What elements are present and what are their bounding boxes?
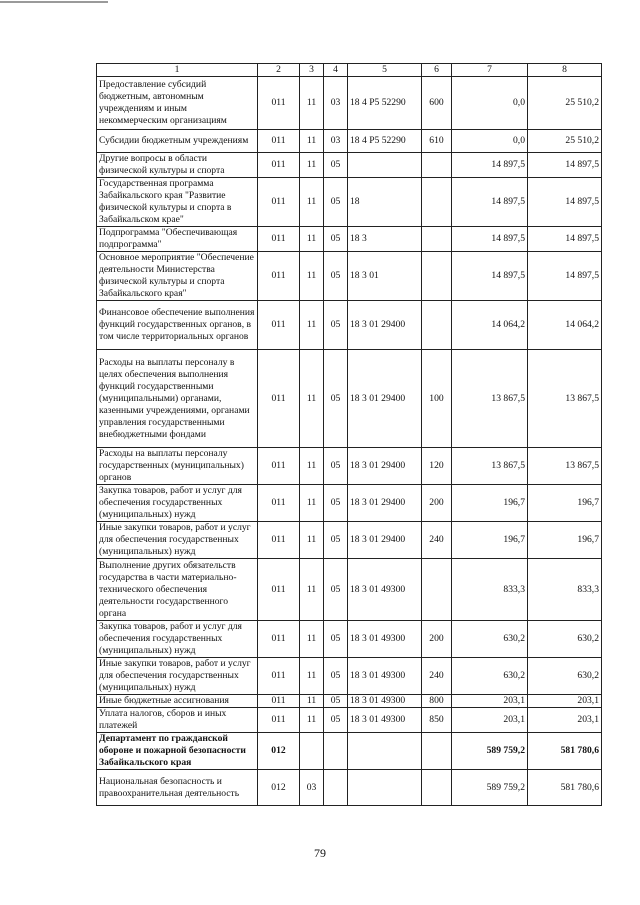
amount-col8-cell: 13 867,5: [528, 350, 602, 448]
header-cell: 6: [422, 64, 452, 77]
section-code-cell: 11: [300, 708, 324, 733]
table-row: [97, 559, 602, 621]
amount-col7-cell: 196,7: [452, 522, 528, 559]
target-article-cell: 18 3 01 29400: [348, 350, 422, 448]
amount-col7-cell: 630,2: [452, 621, 528, 658]
header-row: [97, 64, 602, 77]
section-code-cell: 11: [300, 522, 324, 559]
section-code-cell: 11: [300, 130, 324, 153]
row-name-cell: Расходы на выплаты персоналу в целях обеспечения выполнения функций государственными (муниципальными) органами, казенными учреждениями, органами управления государственными внебюджетными фондами: [97, 350, 258, 448]
subsection-code-cell: 05: [324, 695, 348, 708]
target-article-cell: 18 3 01 49300: [348, 621, 422, 658]
amount-col8-cell: 14 064,2: [528, 301, 602, 350]
row-name-cell: Подпрограмма "Обеспечивающая подпрограмма": [97, 227, 258, 252]
amount-col8-cell: 630,2: [528, 621, 602, 658]
subsection-code-cell: 05: [324, 448, 348, 485]
amount-col8-cell: 13 867,5: [528, 448, 602, 485]
amount-col8-cell: 25 510,2: [528, 77, 602, 130]
header-cell: 7: [452, 64, 528, 77]
subsection-code-cell: 05: [324, 153, 348, 178]
section-code-cell: 11: [300, 153, 324, 178]
section-code-cell: 11: [300, 485, 324, 522]
admin-code-cell: 011: [258, 708, 300, 733]
subsection-code-cell: 05: [324, 559, 348, 621]
amount-col7-cell: 14 897,5: [452, 252, 528, 301]
admin-code-cell: 011: [258, 621, 300, 658]
section-code-cell: 11: [300, 621, 324, 658]
row-name-cell: Иные закупки товаров, работ и услуг для обеспечения государственных (муниципальных) нужд: [97, 658, 258, 695]
amount-col7-cell: 589 759,2: [452, 733, 528, 770]
row-name-cell: Департамент по гражданской обороне и пожарной безопасности Забайкальского края: [97, 733, 258, 770]
amount-col7-cell: 14 897,5: [452, 227, 528, 252]
admin-code-cell: 011: [258, 658, 300, 695]
table-row: [97, 252, 602, 301]
expense-type-cell: [422, 227, 452, 252]
table-row: [97, 708, 602, 733]
table-row: [97, 621, 602, 658]
amount-col7-cell: 14 064,2: [452, 301, 528, 350]
subsection-code-cell: 05: [324, 708, 348, 733]
amount-col8-cell: 203,1: [528, 708, 602, 733]
target-article-cell: 18 4 P5 52290: [348, 77, 422, 130]
subsection-code-cell: 03: [324, 77, 348, 130]
expense-type-cell: [422, 301, 452, 350]
target-article-cell: [348, 770, 422, 806]
admin-code-cell: 011: [258, 559, 300, 621]
section-code-cell: 11: [300, 301, 324, 350]
amount-col8-cell: 14 897,5: [528, 178, 602, 227]
admin-code-cell: 011: [258, 350, 300, 448]
target-article-cell: [348, 153, 422, 178]
header-cell: 8: [528, 64, 602, 77]
admin-code-cell: 011: [258, 522, 300, 559]
row-name-cell: Уплата налогов, сборов и иных платежей: [97, 708, 258, 733]
admin-code-cell: 011: [258, 153, 300, 178]
target-article-cell: 18 3 01 29400: [348, 448, 422, 485]
header-cell: 3: [300, 64, 324, 77]
subsection-code-cell: 05: [324, 178, 348, 227]
target-article-cell: 18 3 01: [348, 252, 422, 301]
target-article-cell: 18 3 01 29400: [348, 522, 422, 559]
scan-edge-line: [0, 1, 108, 3]
table-row: [97, 695, 602, 708]
admin-code-cell: 011: [258, 130, 300, 153]
admin-code-cell: 011: [258, 227, 300, 252]
table-row: [97, 770, 602, 806]
target-article-cell: 18 3: [348, 227, 422, 252]
section-code-cell: 03: [300, 770, 324, 806]
admin-code-cell: 012: [258, 733, 300, 770]
amount-col8-cell: 14 897,5: [528, 252, 602, 301]
amount-col7-cell: 0,0: [452, 77, 528, 130]
expense-type-cell: 240: [422, 522, 452, 559]
row-name-cell: Субсидии бюджетным учреждениям: [97, 130, 258, 153]
header-cell: 4: [324, 64, 348, 77]
expense-type-cell: 120: [422, 448, 452, 485]
target-article-cell: 18 3 01 29400: [348, 301, 422, 350]
row-name-cell: Государственная программа Забайкальского края "Развитие физической культуры и спорта в Забайкальском крае": [97, 178, 258, 227]
subsection-code-cell: 05: [324, 621, 348, 658]
target-article-cell: 18 3 01 49300: [348, 708, 422, 733]
amount-col7-cell: 0,0: [452, 130, 528, 153]
row-name-cell: Иные закупки товаров, работ и услуг для обеспечения государственных (муниципальных) нужд: [97, 522, 258, 559]
expense-type-cell: 100: [422, 350, 452, 448]
budget-table: [96, 63, 602, 806]
target-article-cell: 18 3 01 29400: [348, 485, 422, 522]
amount-col8-cell: 25 510,2: [528, 130, 602, 153]
row-name-cell: Иные бюджетные ассигнования: [97, 695, 258, 708]
table-row: [97, 350, 602, 448]
expense-type-cell: 610: [422, 130, 452, 153]
expense-type-cell: [422, 153, 452, 178]
header-cell: 5: [348, 64, 422, 77]
amount-col8-cell: 630,2: [528, 658, 602, 695]
table-row: [97, 448, 602, 485]
row-name-cell: Закупка товаров, работ и услуг для обеспечения государственных (муниципальных) нужд: [97, 621, 258, 658]
row-name-cell: Закупка товаров, работ и услуг для обеспечения государственных (муниципальных) нужд: [97, 485, 258, 522]
subsection-code-cell: 05: [324, 485, 348, 522]
table-row: [97, 178, 602, 227]
amount-col7-cell: 196,7: [452, 485, 528, 522]
header-cell: 2: [258, 64, 300, 77]
admin-code-cell: 011: [258, 695, 300, 708]
amount-col8-cell: 196,7: [528, 522, 602, 559]
subsection-code-cell: 05: [324, 227, 348, 252]
section-code-cell: 11: [300, 448, 324, 485]
expense-type-cell: 200: [422, 621, 452, 658]
amount-col8-cell: 203,1: [528, 695, 602, 708]
amount-col8-cell: 14 897,5: [528, 227, 602, 252]
section-code-cell: 11: [300, 252, 324, 301]
target-article-cell: 18 4 P5 52290: [348, 130, 422, 153]
expense-type-cell: 240: [422, 658, 452, 695]
table-row: [97, 485, 602, 522]
row-name-cell: Финансовое обеспечение выполнения функций государственных органов, в том числе территориальных органов: [97, 301, 258, 350]
expense-type-cell: [422, 733, 452, 770]
row-name-cell: Расходы на выплаты персоналу государственных (муниципальных) органов: [97, 448, 258, 485]
amount-col8-cell: 196,7: [528, 485, 602, 522]
subsection-code-cell: [324, 770, 348, 806]
target-article-cell: 18 3 01 49300: [348, 559, 422, 621]
amount-col7-cell: 13 867,5: [452, 448, 528, 485]
expense-type-cell: 600: [422, 77, 452, 130]
row-name-cell: Основное мероприятие "Обеспечение деятельности Министерства физической культуры и спорта Забайкальского края": [97, 252, 258, 301]
subsection-code-cell: 05: [324, 658, 348, 695]
expense-type-cell: 850: [422, 708, 452, 733]
target-article-cell: 18 3 01 49300: [348, 658, 422, 695]
amount-col8-cell: 581 780,6: [528, 770, 602, 806]
admin-code-cell: 012: [258, 770, 300, 806]
target-article-cell: 18: [348, 178, 422, 227]
expense-type-cell: 800: [422, 695, 452, 708]
row-name-cell: Другие вопросы в области физической культуры и спорта: [97, 153, 258, 178]
target-article-cell: [348, 733, 422, 770]
section-code-cell: 11: [300, 77, 324, 130]
admin-code-cell: 011: [258, 178, 300, 227]
target-article-cell: 18 3 01 49300: [348, 695, 422, 708]
header-cell: 1: [97, 64, 258, 77]
expense-type-cell: [422, 770, 452, 806]
row-name-cell: Национальная безопасность и правоохранительная деятельность: [97, 770, 258, 806]
section-code-cell: 11: [300, 658, 324, 695]
subsection-code-cell: 05: [324, 350, 348, 448]
subsection-code-cell: 05: [324, 301, 348, 350]
amount-col7-cell: 13 867,5: [452, 350, 528, 448]
table-row: [97, 658, 602, 695]
subsection-code-cell: 03: [324, 130, 348, 153]
expense-type-cell: [422, 252, 452, 301]
table-row: [97, 153, 602, 178]
admin-code-cell: 011: [258, 301, 300, 350]
section-code-cell: 11: [300, 350, 324, 448]
table-row: [97, 227, 602, 252]
amount-col8-cell: 14 897,5: [528, 153, 602, 178]
admin-code-cell: 011: [258, 252, 300, 301]
expense-type-cell: [422, 178, 452, 227]
amount-col7-cell: 589 759,2: [452, 770, 528, 806]
expense-type-cell: [422, 559, 452, 621]
table-row: [97, 301, 602, 350]
subsection-code-cell: 05: [324, 522, 348, 559]
amount-col7-cell: 630,2: [452, 658, 528, 695]
expense-type-cell: 200: [422, 485, 452, 522]
section-code-cell: [300, 733, 324, 770]
table-row: [97, 522, 602, 559]
amount-col7-cell: 203,1: [452, 695, 528, 708]
section-code-cell: 11: [300, 695, 324, 708]
table-row: [97, 130, 602, 153]
amount-col7-cell: 14 897,5: [452, 153, 528, 178]
row-name-cell: Предоставление субсидий бюджетным, автономным учреждениям и иным некоммерческим организациям: [97, 77, 258, 130]
section-code-cell: 11: [300, 559, 324, 621]
amount-col7-cell: 14 897,5: [452, 178, 528, 227]
amount-col8-cell: 833,3: [528, 559, 602, 621]
page-number: 79: [314, 846, 326, 860]
section-code-cell: 11: [300, 178, 324, 227]
table-row: [97, 733, 602, 770]
amount-col8-cell: 581 780,6: [528, 733, 602, 770]
table-row: [97, 77, 602, 130]
amount-col7-cell: 833,3: [452, 559, 528, 621]
subsection-code-cell: [324, 733, 348, 770]
section-code-cell: 11: [300, 227, 324, 252]
admin-code-cell: 011: [258, 448, 300, 485]
subsection-code-cell: 05: [324, 252, 348, 301]
admin-code-cell: 011: [258, 485, 300, 522]
amount-col7-cell: 203,1: [452, 708, 528, 733]
admin-code-cell: 011: [258, 77, 300, 130]
row-name-cell: Выполнение других обязательств государства в части материально-технического обеспечения деятельности государственного органа: [97, 559, 258, 621]
